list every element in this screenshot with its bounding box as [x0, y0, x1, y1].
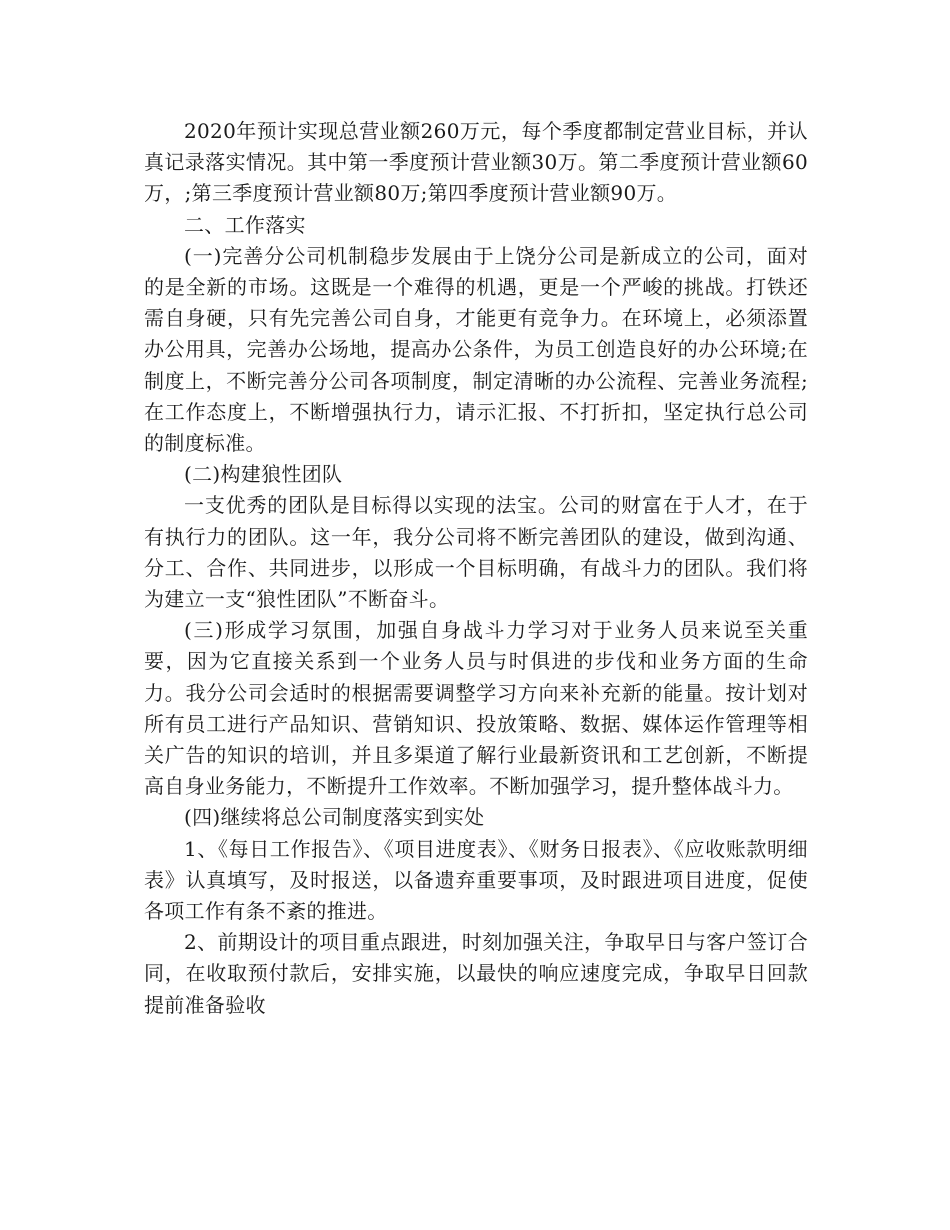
subheading-build-team: (二)构建狼性团队 [184, 462, 343, 487]
document-body [144, 116, 808, 1021]
section-heading-work-implementation: 二、工作落实 [184, 212, 306, 237]
paragraph-team: 一支优秀的团队是目标得以实现的法宝。公司的财富在于人才，在于有执行力的团队。这一年，我分公司将不断完善团队的建设，做到沟通、分工、合作、共同进步，以形成一个目标明确，有战斗力的团队。我们将为建立一支“狼性团队”不断奋斗。 [144, 493, 808, 612]
paragraph-improve-mechanism: (一)完善分公司机制稳步发展由于上饶分公司是新成立的公司，面对的是全新的市场。这既是一个难得的机遇，更是一个严峻的挑战。打铁还需自身硬，只有先完善公司自身，才能更有竞争力。在环境上，必须添置办公用具，完善办公场地，提高办公条件，为员工创造良好的办公环境;在制度上，不断完善分公司各项制度，制定清晰的办公流程、完善业务流程;在工作态度上，不断增强执行力，请示汇报、不打折扣，坚定执行总公司的制度标准。 [144, 243, 808, 456]
paragraph-learning-atmosphere: (三)形成学习氛围，加强自身战斗力学习对于业务人员来说至关重要，因为它直接关系到一个业务人员与时俱进的步伐和业务方面的生命力。我分公司会适时的根据需要调整学习方向来补充新的能量。按计划对所有员工进行产品知识、营销知识、投放策略、数据、媒体运作管理等相关广告的知识的培训，并且多渠道了解行业最新资讯和工艺创新，不断提高自身业务能力，不断提升工作效率。不断加强学习，提升整体战斗力。 [144, 618, 808, 799]
paragraph-item-1: 1、《每日工作报告》、《项目进度表》、《财务日报表》、《应收账款明细表》认真填写，及时报送，以备遗弃重要事项，及时跟进项目进度，促使各项工作有条不紊的推进。 [144, 836, 808, 924]
paragraph-revenue-target: 2020年预计实现总营业额260万元，每个季度都制定营业目标，并认真记录落实情况。其中第一季度预计营业额30万。第二季度预计营业额60万，;第三季度预计营业额80万;第四季度预计营业额90万。 [144, 119, 808, 206]
paragraph-item-2: 2、前期设计的项目重点跟进，时刻加强关注，争取早日与客户签订合同，在收取预付款后，安排实施，以最快的响应速度完成，争取早日回款提前准备验收 [144, 930, 808, 1017]
subheading-implement-system: (四)继续将总公司制度落实到实处 [184, 805, 485, 830]
